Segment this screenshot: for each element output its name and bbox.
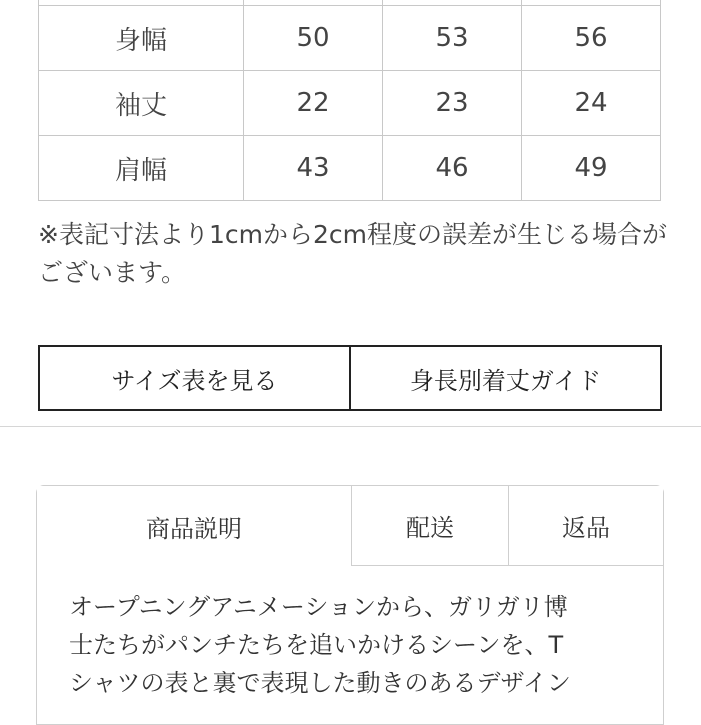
table-cell: 46 — [383, 136, 522, 201]
tab-returns[interactable]: 返品 — [508, 486, 663, 566]
size-chart-button[interactable]: サイズ表を見る — [38, 345, 351, 411]
row-label: 身幅 — [39, 6, 244, 71]
table-row-shoulder-width — [39, 136, 661, 201]
product-info-tabs — [36, 485, 664, 725]
table-cell: 23 — [383, 71, 522, 136]
table-row-sleeve-length — [39, 71, 661, 136]
table-cell: 53 — [383, 6, 522, 71]
tab-bar — [37, 486, 663, 566]
table-row-body-width — [39, 6, 661, 71]
table-cell: 56 — [522, 6, 661, 71]
row-label: 袖丈 — [39, 71, 244, 136]
measurement-note: ※表記寸法より1cmから2cm程度の誤差が生じる場合がございます。 — [38, 220, 667, 287]
table-cell: 24 — [522, 71, 661, 136]
length-guide-button[interactable]: 身長別着丈ガイド — [351, 345, 662, 411]
size-button-row — [38, 345, 662, 411]
tab-description[interactable]: 商品説明 — [37, 486, 351, 566]
table-cell: 43 — [244, 136, 383, 201]
tab-shipping[interactable]: 配送 — [351, 486, 508, 566]
section-divider — [0, 426, 701, 427]
table-cell: 22 — [244, 71, 383, 136]
table-cell: 50 — [244, 6, 383, 71]
size-table — [38, 0, 661, 201]
table-cell: 49 — [522, 136, 661, 201]
row-label: 肩幅 — [39, 136, 244, 201]
product-description: オープニングアニメーションから、ガリガリ博 士たちがパンチたちを追いかけるシーンを、T シャツの表と裏で表現した動きのあるデザイン — [69, 593, 571, 697]
